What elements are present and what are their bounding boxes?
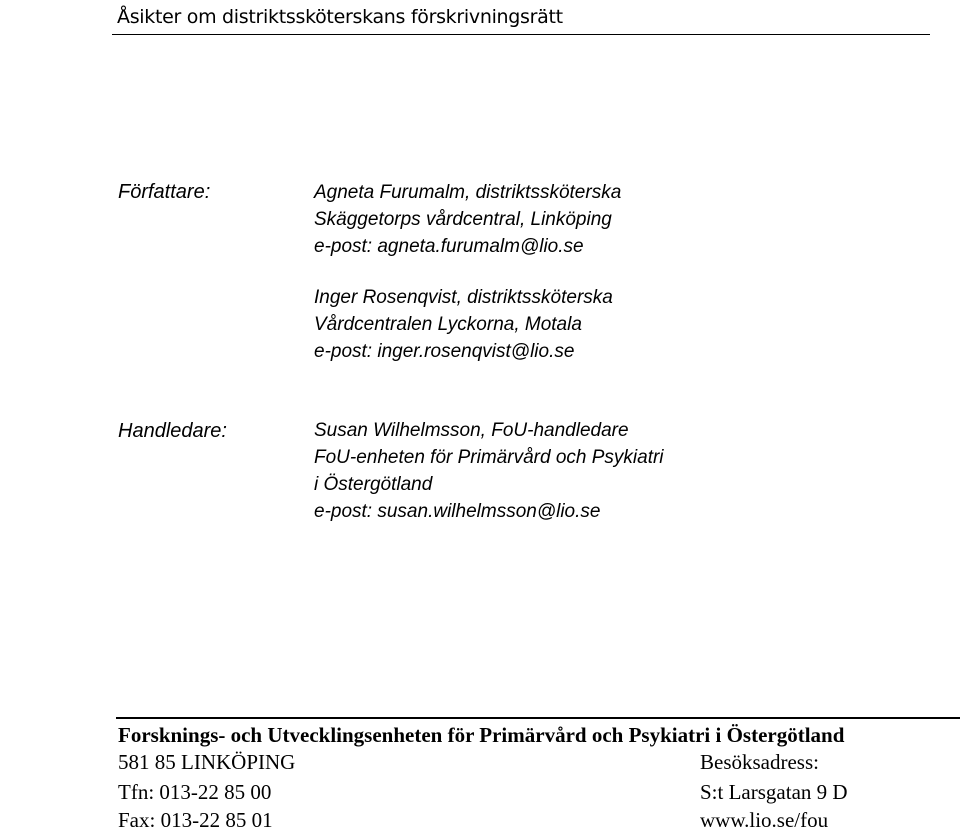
footer-divider [116, 717, 960, 719]
author-2-email: e-post: inger.rosenqvist@lio.se [314, 341, 575, 362]
author-1-workplace: Skäggetorps vårdcentral, Linköping [314, 209, 612, 230]
supervisor-label: Handledare: [118, 420, 227, 442]
footer-website-link[interactable]: www.lio.se/fou [700, 808, 829, 832]
header-divider [112, 34, 930, 35]
author-1-email: e-post: agneta.furumalm@lio.se [314, 236, 584, 257]
authors-label: Författare: [118, 181, 211, 203]
supervisor-email: e-post: susan.wilhelmsson@lio.se [314, 501, 601, 522]
footer-organization: Forsknings- och Utvecklingsenheten för Primärvård och Psykiatri i Östergötland [118, 723, 845, 747]
document-header-title: Åsikter om distriktssköterskans förskrivningsrätt [117, 6, 563, 28]
footer-street: S:t Larsgatan 9 D [700, 780, 848, 804]
author-2-workplace: Vårdcentralen Lyckorna, Motala [314, 314, 582, 335]
footer-visit-label: Besöksadress: [700, 750, 819, 774]
footer-fax: Fax: 013-22 85 01 [118, 808, 273, 832]
author-1-name: Agneta Furumalm, distriktssköterska [314, 182, 622, 203]
supervisor-block [314, 417, 664, 525]
supervisor-unit-line1: FoU-enheten för Primärvård och Psykiatri [314, 447, 664, 468]
supervisor-name: Susan Wilhelmsson, FoU-handledare [314, 420, 629, 441]
footer-postal-address: 581 85 LINKÖPING [118, 750, 296, 774]
author-2-name: Inger Rosenqvist, distriktssköterska [314, 287, 613, 308]
footer-phone: Tfn: 013-22 85 00 [118, 780, 272, 804]
author-1-block [314, 179, 621, 260]
author-2-block [314, 284, 613, 365]
supervisor-unit-line2: i Östergötland [314, 474, 433, 495]
